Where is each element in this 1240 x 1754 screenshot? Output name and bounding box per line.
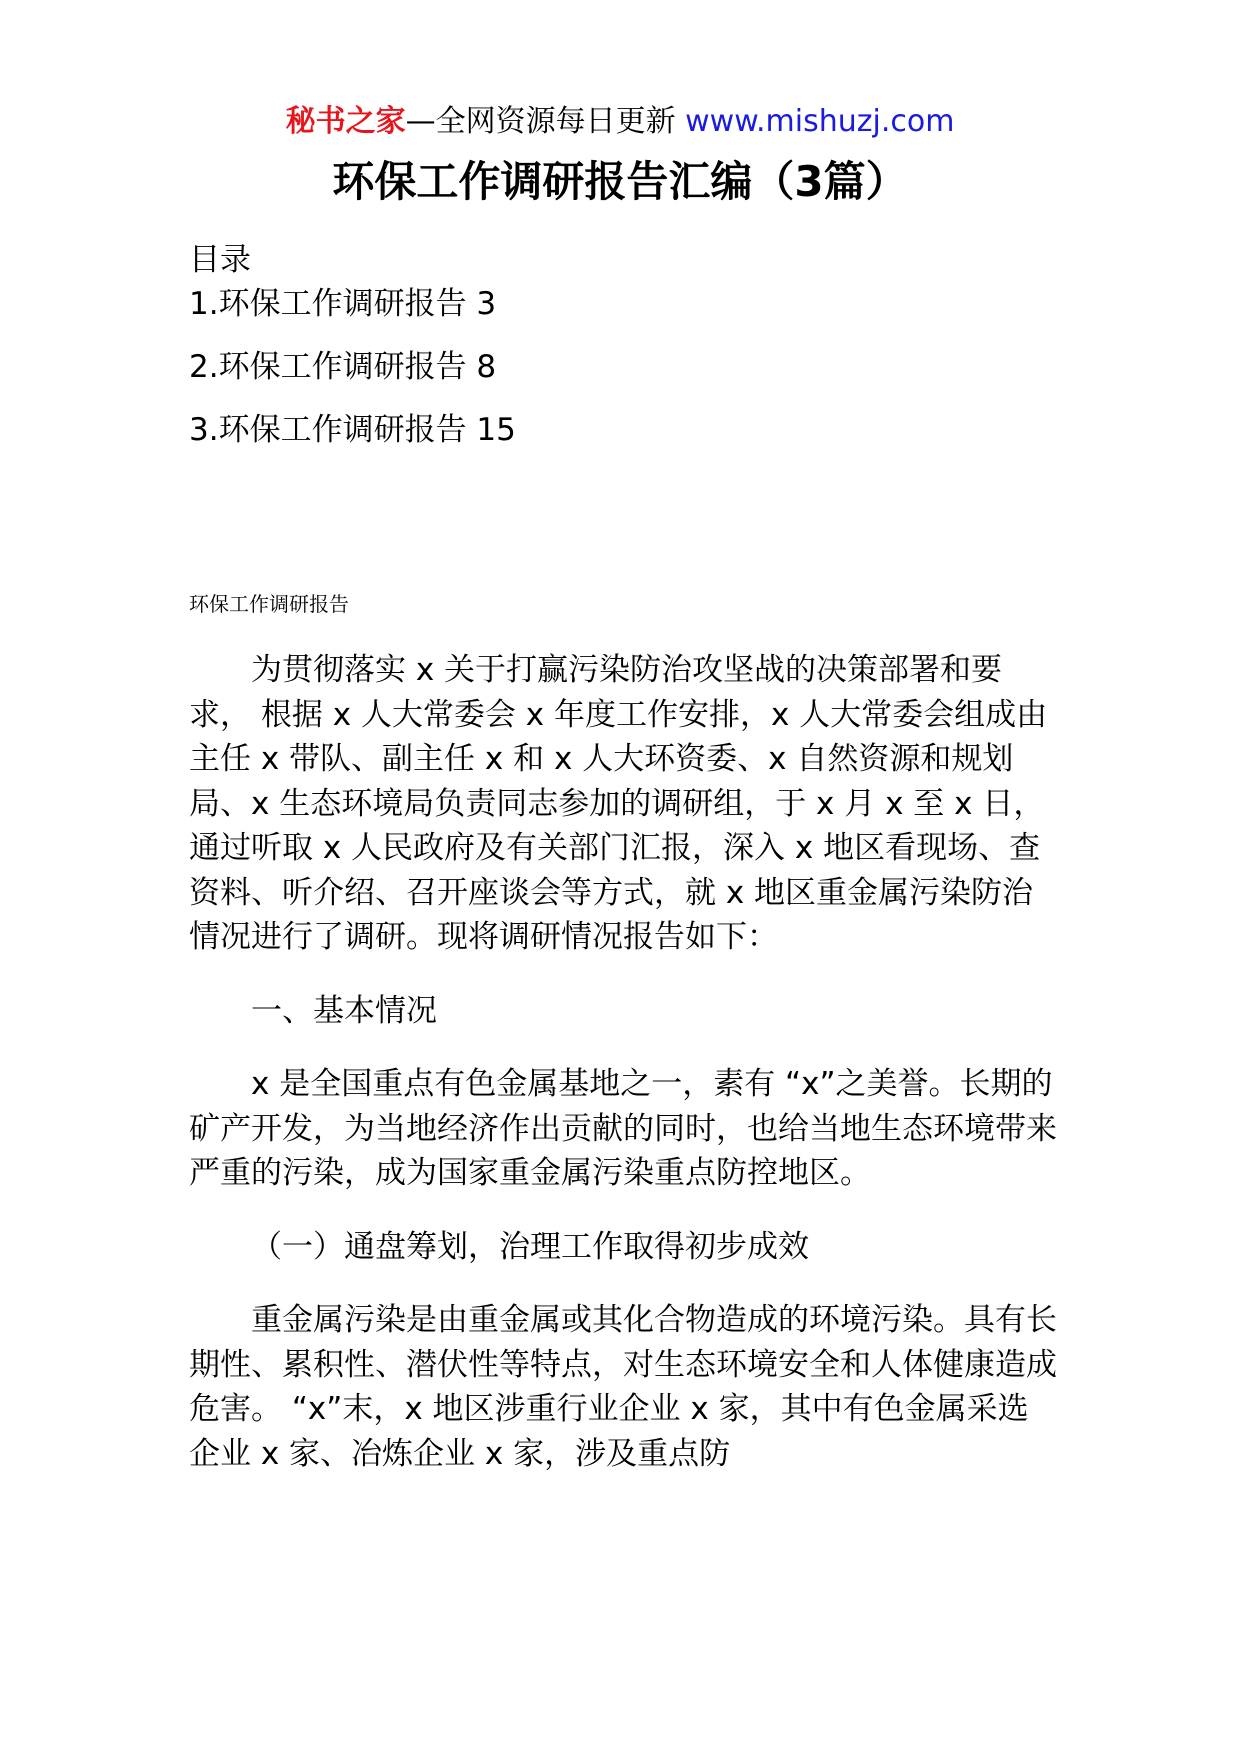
toc-heading: 目录 [189,242,251,278]
heading-basic-situation: 一、基本情况 [251,992,437,1029]
paragraph-background: x 是全国重点有色金属基地之一，素有 “x”之美誉。长期的矿产开发，为当地经济作出贡献的同时，也给当地生态环境带来 严重的污染，成为国家重金属污染重点防控地区。 [189,1066,1057,1191]
section-label: 环保工作调研报告 [189,592,349,616]
paragraph-intro: 为贯彻落实 x 关于打赢污染防治攻坚战的决策部署和要求， 根据 x 人大常委会 x 年度工作安排，x 人大常委会组成由主任 x 带队、副主任 x 和 x 人大环资委、x 自然资源和规划局、x 生态环境局负责同志参加的调研组，于 x 月 x 至 x 日，通过听取 x 人民政府及有关部门汇报，深入 x 地区看现场、查资料、听介绍、召开座谈会等方式，就 x 地区重金属污染防治情况进行了调研。现将调研情况报告如下： [189,652,1048,955]
site-url-link[interactable]: www.mishuzj.com [685,104,955,139]
brand-name: 秘书之家 [285,104,406,139]
site-header [0,100,1240,144]
toc-item-3[interactable]: 3.环保工作调研报告 15 [189,412,516,448]
header-tagline: —全网资源每日更新 [405,104,676,139]
body-text [189,648,1059,1476]
toc-item-2[interactable]: 2.环保工作调研报告 8 [189,349,497,385]
document-title: 环保工作调研报告汇编（3篇） [332,157,908,206]
subheading-overall-planning: （一）通盘筹划，治理工作取得初步成效 [251,1228,809,1265]
toc-item-1[interactable]: 1.环保工作调研报告 3 [189,286,497,322]
paragraph-heavy-metal: 重金属污染是由重金属或其化合物造成的环境污染。具有长 期性、累积性、潜伏性等特点，对生态环境安全和人体健康造成 危害。 “x”末，x 地区涉重行业企业 x 家，其中有色金属采选企业 x 家、冶炼企业 x 家，涉及重点防 [189,1302,1057,1472]
